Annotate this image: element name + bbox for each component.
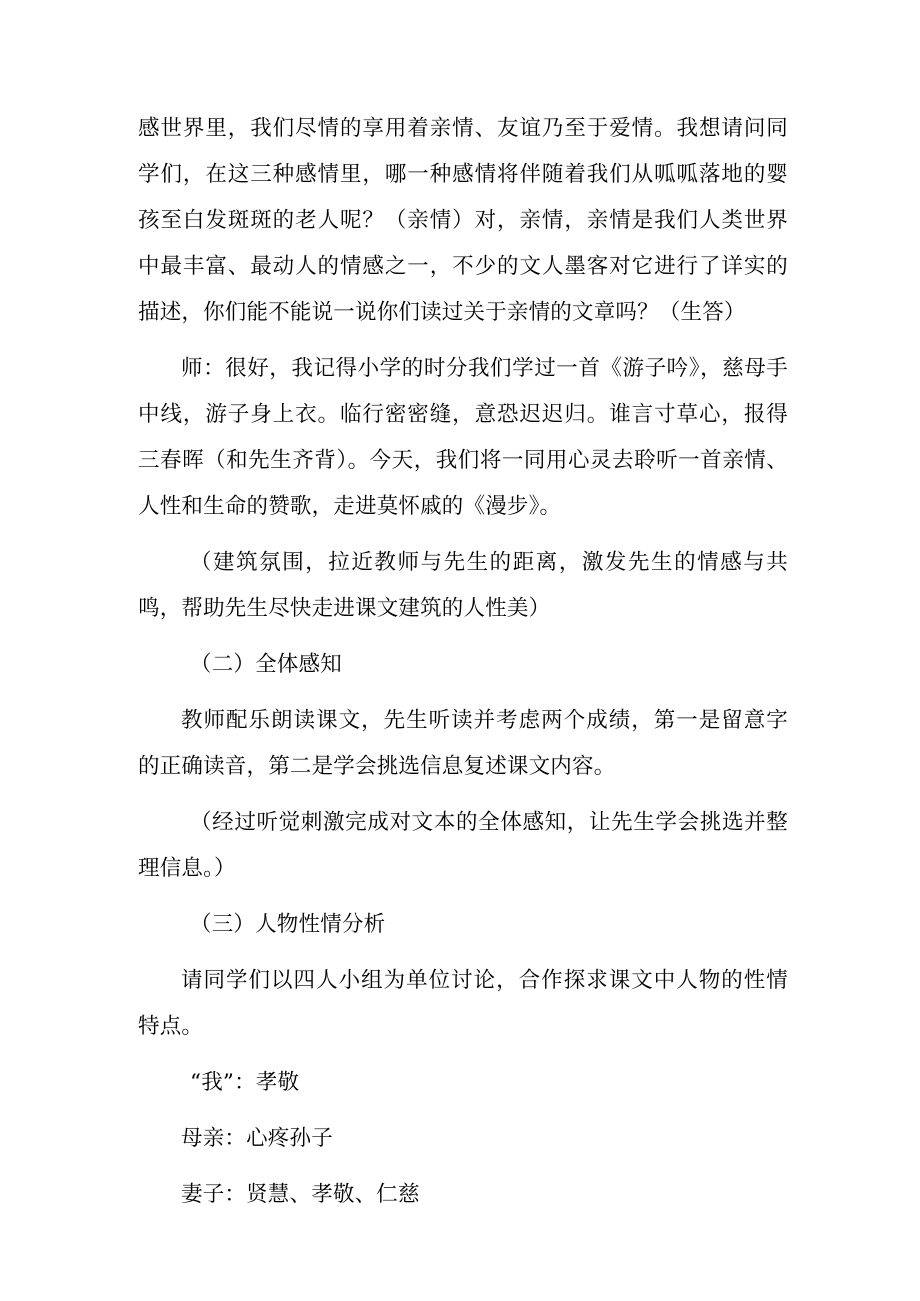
- character-line-mother: 母亲：心疼孙子: [181, 1126, 333, 1151]
- character-line-narrator: “我”：孝敬: [190, 1070, 300, 1095]
- paragraph-reading-task: 教师配乐朗读课文，先生听读并考虑两个成绩，第一是留意字的正确读音，第二是学会挑选信息复述课文内容。: [138, 708, 788, 779]
- section-heading-character-analysis: （三）人物性情分析: [190, 912, 386, 937]
- paragraph-teacher-speech: 师：很好，我记得小学的时分我们学过一首《游子吟》，慈母手中线，游子身上衣。临行密密缝，意恐迟迟归。谁言寸草心，报得三春晖（和先生齐背）。今天，我们将一同用心灵去聆听一首亲情、人性和生命的赞歌，走进莫怀戚的《漫步》。: [138, 356, 788, 519]
- paragraph-group-discussion: 请同学们以四人小组为单位讨论，合作探求课文中人物的性情特点。: [138, 968, 788, 1039]
- character-line-wife: 妻子：贤慧、孝敬、仁慈: [181, 1182, 420, 1207]
- section-heading-overall-perception: （二）全体感知: [190, 652, 342, 677]
- paragraph-design-note-1: （建筑氛围，拉近教师与先生的距离，激发先生的情感与共鸣，帮助先生尽快走进课文建筑的人性美）: [138, 550, 788, 621]
- document-body: [138, 106, 788, 1218]
- paragraph-intro-continuation: 感世界里，我们尽情的享用着亲情、友谊乃至于爱情。我想请问同学们，在这三种感情里，哪一种感情将伴随着我们从呱呱落地的婴孩至白发斑斑的老人呢？（亲情）对，亲情，亲情是我们人类世界中最丰富、最动人的情感之一，不少的文人墨客对它进行了详实的描述，你们能不能说一说你们读过关于亲情的文章吗？（生答）: [138, 116, 788, 325]
- paragraph-design-note-2: （经过听觉刺激完成对文本的全体感知，让先生学会挑选并整理信息。）: [138, 810, 788, 881]
